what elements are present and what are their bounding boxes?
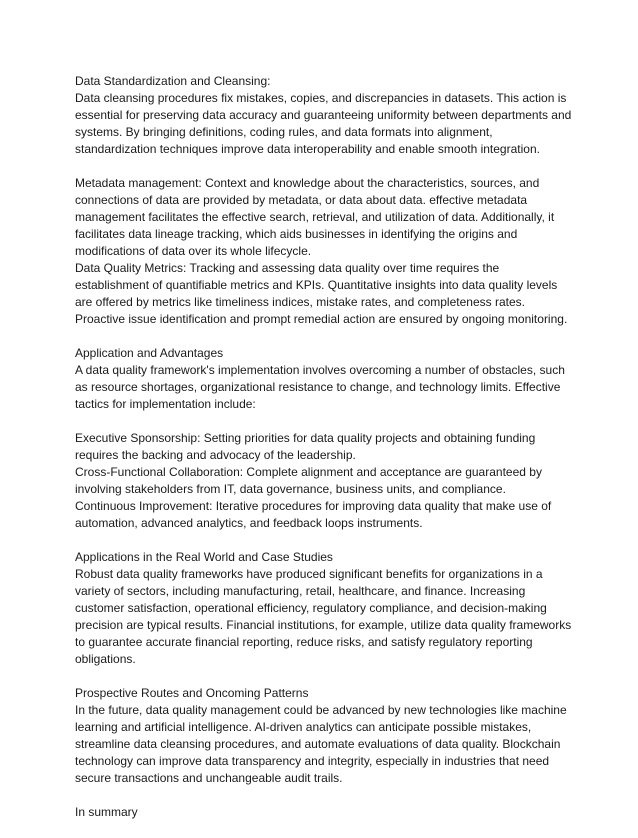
paragraph: Executive Sponsorship: Setting priorities for data quality projects and obtaining funding requires the backing and advocacy of the leadership. — [75, 431, 536, 462]
section-standardization — [75, 73, 575, 158]
paragraph: Cross-Functional Collaboration: Complete alignment and acceptance are guaranteed by involving stakeholders from IT, data governance, business units, and compliance. — [75, 465, 542, 496]
section-future — [75, 685, 575, 787]
section-application-advantages — [75, 345, 575, 413]
section-metadata-metrics — [75, 175, 575, 328]
paragraph: In the future, data quality management could be advanced by new technologies like machine learning and artificial intelligence. AI-driven analytics can anticipate possible mistakes, streamline data cleansing procedures, and automate evaluations of data quality. Blockchain technology can improve data transparency and integrity, especially in industries that need secure transactions and unchangeable audit trails. — [75, 703, 567, 785]
paragraph: Robust data quality frameworks have produced significant benefits for organizations in a variety of sectors, including manufacturing, retail, healthcare, and finance. Increasing customer satisfaction, operational efficiency, regulatory compliance, and decision-making precision are typical results. Financial institutions, for example, utilize data quality frameworks to guarantee accurate financial reporting, reduce risks, and satisfy regulatory reporting obligations. — [75, 567, 572, 666]
section-heading: Prospective Routes and Oncoming Patterns — [75, 686, 309, 700]
paragraph: Data cleansing procedures fix mistakes, copies, and discrepancies in datasets. This action is essential for preserving data accuracy and guaranteeing uniformity between departments and systems. By bringing definitions, coding rules, and data formats into alignment, standardization techniques improve data interoperability and enable smooth integration. — [75, 91, 572, 156]
section-real-world — [75, 549, 575, 668]
section-summary — [75, 804, 575, 821]
document-page — [75, 73, 575, 838]
section-heading: In summary — [75, 805, 138, 819]
paragraph: A data quality framework's implementation involves overcoming a number of obstacles, such as resource shortages, organizational resistance to change, and technology limits. Effective tactics for implementation include: — [75, 363, 565, 411]
section-heading: Applications in the Real World and Case Studies — [75, 550, 333, 564]
section-heading: Application and Advantages — [75, 346, 224, 360]
paragraph: Metadata management: Context and knowledge about the characteristics, sources, and connections of data are provided by metadata, or data about data. effective metadata management facilitates the effective search, retrieval, and utilization of data. Additionally, it facilitates data lineage tracking, which aids businesses in identifying the origins and modifications of data over its whole lifecycle. — [75, 176, 555, 258]
paragraph: Continuous Improvement: Iterative procedures for improving data quality that make use of automation, advanced analytics, and feedback loops instruments. — [75, 499, 552, 530]
section-tactics — [75, 430, 575, 532]
paragraph: Data Quality Metrics: Tracking and assessing data quality over time requires the establishment of quantifiable metrics and KPIs. Quantitative insights into data quality levels are offered by metrics like timeliness indices, mistake rates, and completeness rates. Proactive issue identification and prompt remedial action are ensured by ongoing monitoring. — [75, 261, 568, 326]
section-heading: Data Standardization and Cleansing: — [75, 74, 271, 88]
